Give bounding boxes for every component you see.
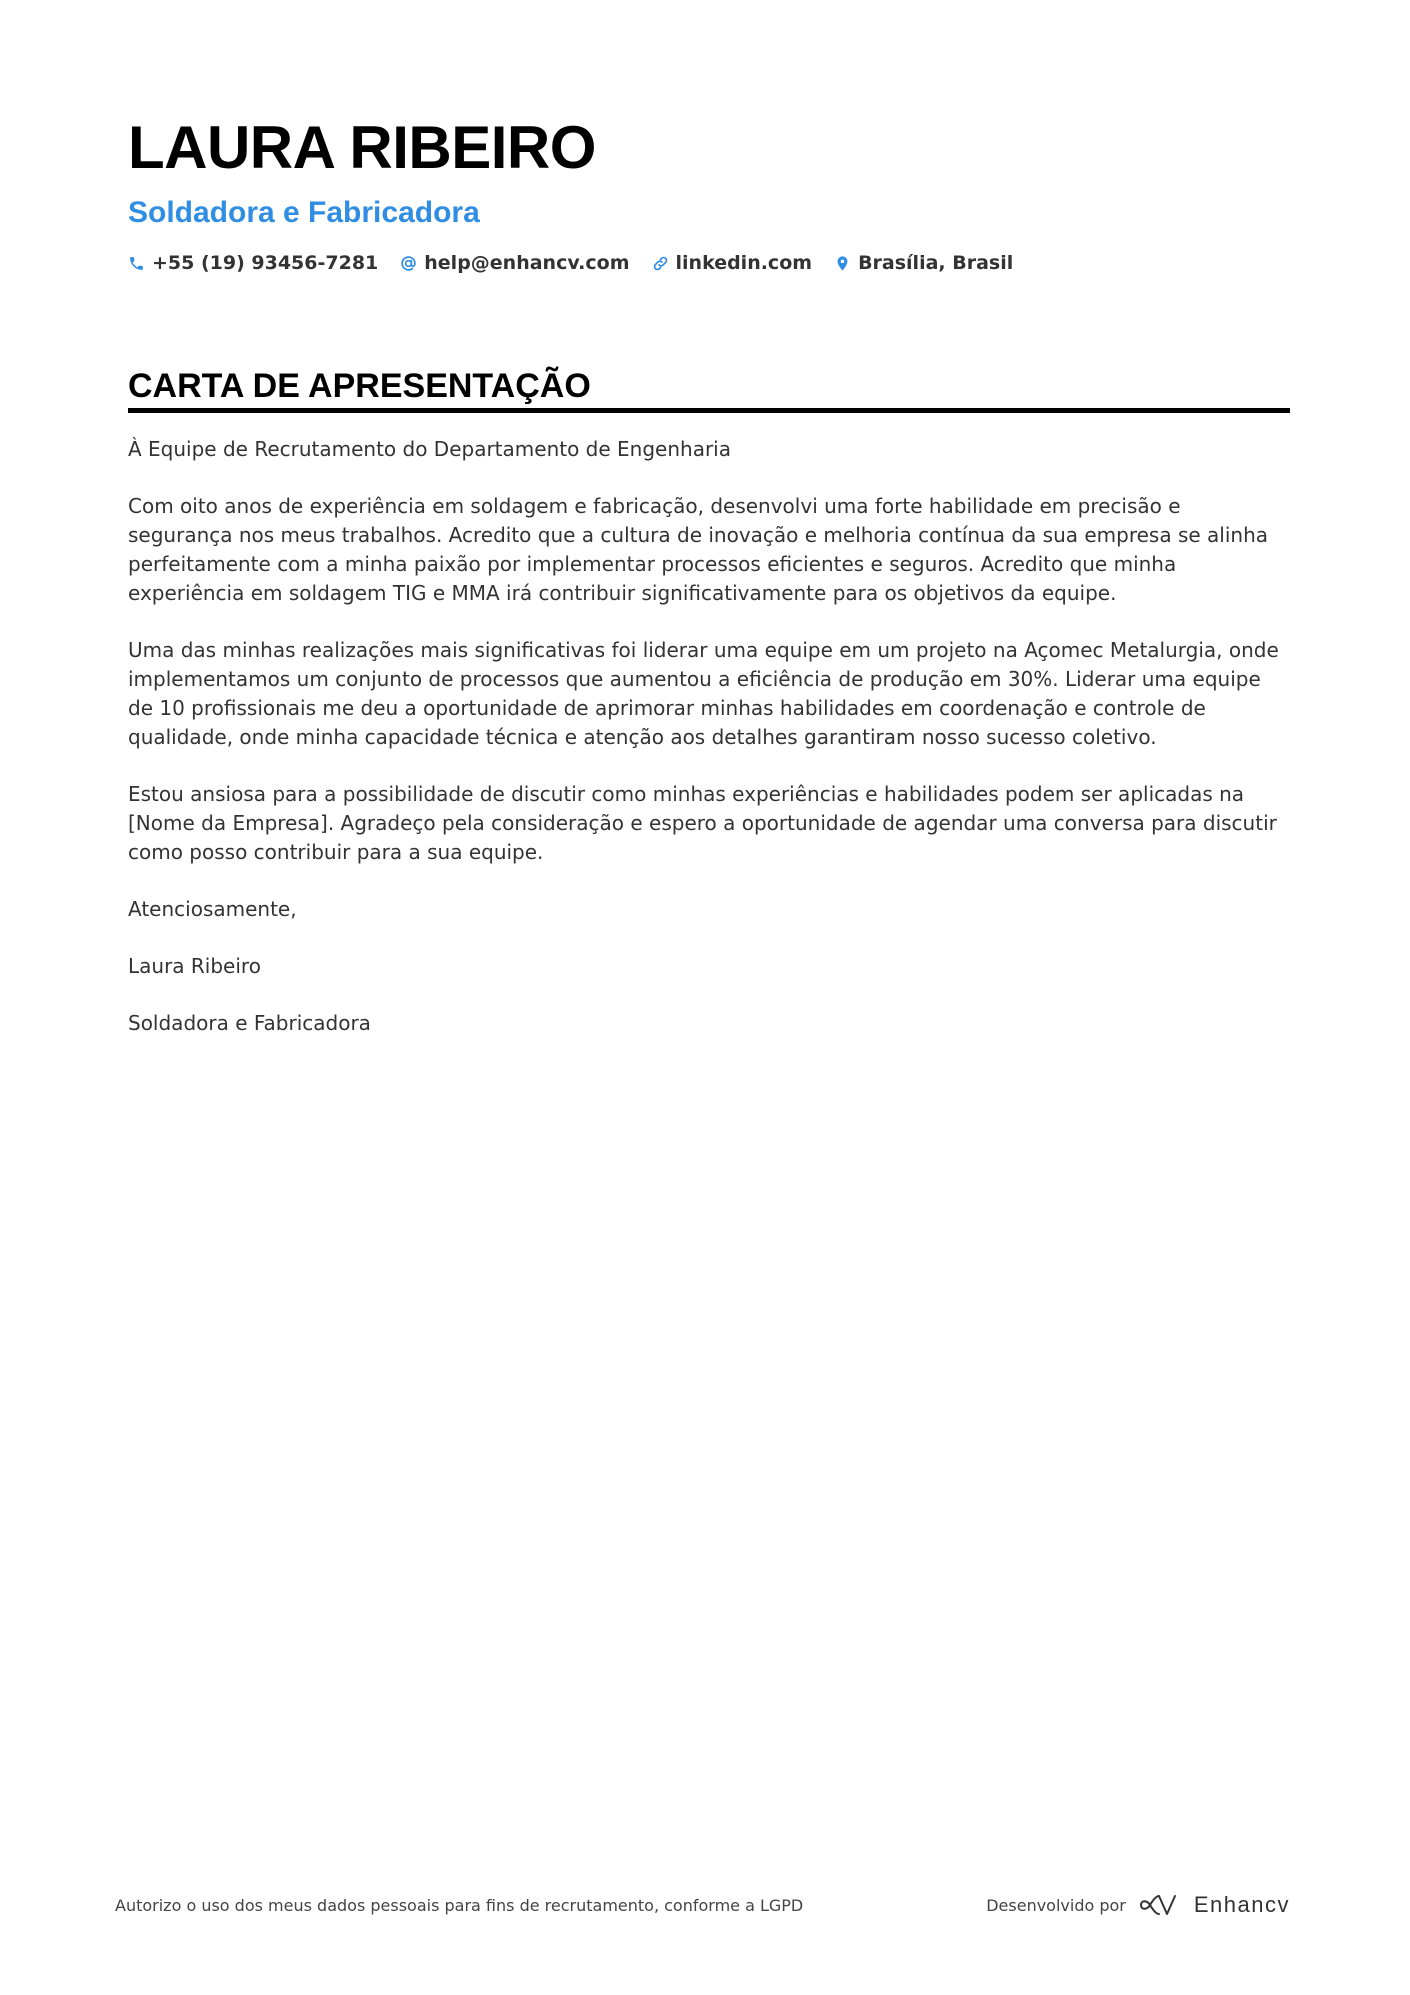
consent-text: Autorizo o uso dos meus dados pessoais para fins de recrutamento, conforme a LGPD [115,1895,804,1915]
phone-text: +55 (19) 93456-7281 [152,252,379,274]
footer [115,1892,1290,1918]
contact-phone[interactable] [128,252,378,274]
link-icon [652,255,669,272]
contact-location [834,252,1013,274]
powered-by-label: Desenvolvido por [986,1895,1126,1915]
letter-body [128,435,1290,1038]
powered-by[interactable] [986,1892,1290,1918]
letter-paragraph: Com oito anos de experiência em soldagem e fabricação, desenvolvi uma forte habilidade em precisão e segurança nos meus trabalhos. Acredito que a cultura de inovação e melhoria contínua da sua empresa se alinha perfeitamente com a minha paixão por implementar processos eficientes e seguros. Acredito que minha experiência em soldagem TIG e MMA irá contribuir significativamente para os objetivos da equipe. [128,494,1269,605]
phone-icon [128,255,145,272]
linkedin-text: linkedin.com [675,252,813,274]
location-pin-icon [834,255,851,272]
enhancv-logo-icon [1138,1893,1184,1917]
email-text: help@enhancv.com [424,252,630,274]
letter-closing: Atenciosamente, [128,897,297,921]
section-title: CARTA DE APRESENTAÇÃO [128,366,1290,413]
signature-name: Laura Ribeiro [128,954,261,978]
letter-paragraph: Estou ansiosa para a possibilidade de discutir como minhas experiências e habilidades podem ser aplicadas na [Nome da Empresa]. Agradeço pela consideração e espero a oportunidade de agendar uma conversa para discutir como posso contribuir para a sua equipe. [128,782,1277,864]
signature-title: Soldadora e Fabricadora [128,1011,371,1035]
candidate-name: LAURA RIBEIRO [128,114,596,181]
cover-letter-page [128,112,1290,1066]
contact-email[interactable] [400,252,629,274]
job-title: Soldadora e Fabricadora [128,196,480,229]
letter-greeting: À Equipe de Recrutamento do Departamento de Engenharia [128,437,731,461]
location-text: Brasília, Brasil [858,252,1014,274]
enhancv-brand-text: Enhancv [1193,1892,1290,1917]
contact-linkedin[interactable] [652,252,813,274]
contact-row [128,252,1290,274]
letter-paragraph: Uma das minhas realizações mais significativas foi liderar uma equipe em um projeto na Açomec Metalurgia, onde implementamos um conjunto de processos que aumentou a eficiência de produção em 30%. Liderar uma equipe de 10 profissionais me deu a oportunidade de aprimorar minhas habilidades em coordenação e controle de qualidade, onde minha capacidade técnica e atenção aos detalhes garantiram nosso sucesso coletivo. [128,638,1279,749]
at-icon [400,255,417,272]
